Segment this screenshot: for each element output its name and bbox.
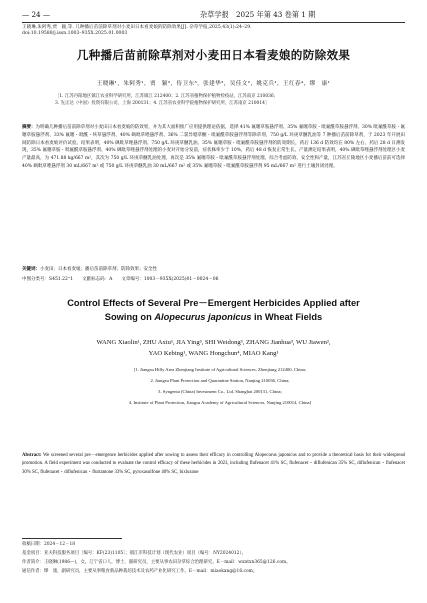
authors-line: WANG Xiaolin¹, ZHU Axiu¹, JIA Ying³, SHI Weidong³, ZHANG Jianhua³, WU Jiawen², [96,339,331,346]
header-rule [22,22,405,23]
citation-line: 王晓琳,朱阿秀,贾 颖,等. 几种播后苗前除草剂对小麦田日本看麦娘的防除效果[J]. 杂草学报,2025,43(1):24–29. [22,25,252,30]
author-note: 作者简介：王晓琳(1986—)，女，辽宁省口人，博士，副研究员，主要从事农田杂草综合治理研究。E－mail：wxntxn365@126.com。 [22,560,291,565]
english-affiliation: 4. Institute of Plant Protection, Jiangsu Academy of Agricultural Sciences, Nanjing 210014, China] [128,400,312,405]
received-date: 收稿日期：2024－12－18 [22,542,76,547]
chinese-affiliation: 3. 先正达（中国）投资有限公司，上海 200131；4. 江苏省农业科学院植物保护研究所，江苏南京 210014］ [55,101,270,106]
abstract-label: 摘要： [22,125,36,130]
page-number: — 24 — [22,10,51,19]
footnote-rule [22,538,122,539]
english-affiliation: [1. Jiangsu Hilly Area Zhenjiang Institute of Agricultural Sciences, Zhenjiang 212400, China; [133,367,307,372]
chinese-keywords [22,266,405,272]
chinese-affiliation: ［1. 江苏丹阳地区镇江农业科学研究所，江苏镇江 212400；2. 江苏省植物保护植物检疫站，江苏南京 210036； [55,94,279,99]
chinese-authors: 王晓琳¹，朱阿秀¹，贾 颖³，侍卫东³，张建华³，吴佳文²，姚克兵¹，王红春⁴，缪 康¹ [96,81,331,87]
fund-note: 基金项目：亚夫科技服务项目［编号：KF(23)1105］；镇江市科技计划（现代农业）项目（编号：NY2024012）。 [22,551,247,556]
english-title-line [10,310,417,324]
citation-block [22,25,405,37]
keywords-label: 关键词： [22,267,40,272]
keywords-text: 小麦田；日本看麦娘；播后苗前除草剂；防除效果；安全性 [40,267,157,272]
abstract-text: 为明确几种播后苗前除草剂对小麦田日本看麦娘的防效果，并为其大面积推广应用提供理论依据，选择 41% 氟噻草胺悬浮剂、35% 氟噻草胺・吡氟酰草胺悬浮剂、30% 吡氟酰草胺・氟噻草胺悬浮剂、33% 氟噻・吡酰・呋草悬浮剂、40% 砜吡草唑悬浮剂、36% 二氯异噁草酮・吡氟酰草胺悬浮剂等除草剂，750 g/L 环庚草醚乳油等 7 种播后苗前除草剂，于 2023 年开展田间防除日本看麦娘评价试验。结果表明，40% 砜吡草唑悬浮剂、750 g/L 环庚草醚乳油、35% 氟噻草胺・吡氟酰草胺悬浮剂的防效期长，药后 136 d 防效均在 80% 左右，药后 28 d 日测发现，35% 氟噻草胺・吡氟酰草胺悬浮剂、40% 砜吡草唑悬浮剂处理的小麦对开始分发前，症状株率少于 10%，药后 48 d 恢复正常生长。产量测定结果表明，40% 砜吡草唑悬浮剂处理区小麦产量最高，为 471.88 kg/667 m²，其次为 750 g/L 环庚草醚乳油处理，再次是 35% 氟噻草胺・吡氟酰草胺悬浮剂处理。综合考虑防效、安全性和产量，江苏省丘陵地区小麦播后苗前可选择 40% 砜吡草唑悬浮剂 30 mL/667 m² 或 750 g/L 环庚草醚乳油 30 mL/667 m² 或 35% 氟噻草胺・吡氟酰草胺悬浮剂 95 mL/667 m² 进行土壤封闭处理。 [22,125,405,169]
chinese-abstract [22,124,405,171]
english-abstract [22,452,405,477]
title-text: in Wheat Fields [251,312,323,322]
english-affiliation: 2. Jiangsu Plant Protection and Quarantine Station, Nanjing 210036, China; [150,378,290,383]
authors-line: YAO Kebing¹, WANG Hongchun⁴, MIAO Kang¹ [148,350,279,357]
english-affiliation: 3. Syngenta (China) Investment Co., Ltd, Shanghai 200131, China; [158,389,282,394]
abstract-text: We screened several pre－emergence herbicides applied after sowing to assess their efficacy in controlling Alopecurus japonicus and to provide a theoretical basis for their widespread promotion. A field experiment was conducted to evaluate the control efficacy of these herbicides in 2023, including flufenacet 41% SC, flufenacet・diflufenican 35% SC, diflufenican・flufenacet 30% SC, flufenacet・diflufenican・flurtamone 33% SC, pyroxasulfone 40% SC, bixlozone [22,453,405,475]
english-title [10,296,417,324]
species-name: Alopecurus japonicus [154,312,252,322]
journal-issue: 杂草学报 2025 年第 43 卷第 1 期 [200,10,316,19]
english-authors [30,337,397,359]
chinese-title: 几种播后苗前除草剂对小麦田日本看麦娘的防除效果 [76,48,351,62]
running-header [22,8,405,22]
title-text: Sowing on [104,312,155,322]
abstract-label: Abstract: [22,453,42,458]
doi-line: doi:10.19588/j.issn.1003–935X.2025.01.0003 [22,31,128,37]
english-title-line: Control Effects of Several Pre－Emergent Herbicides Applied after [67,298,360,308]
classification-line: 中图分类号：S451.22⁺1 文献标志码：A 文章编号：1003－935X(2025)01－0024－06 [22,277,219,282]
corresponding-note: 通信作者：缪 康，副研究员，主要从事粮食新品种栽培技术及农药产业化研究工作。E－mail：miaokang@16.com。 [22,569,258,574]
